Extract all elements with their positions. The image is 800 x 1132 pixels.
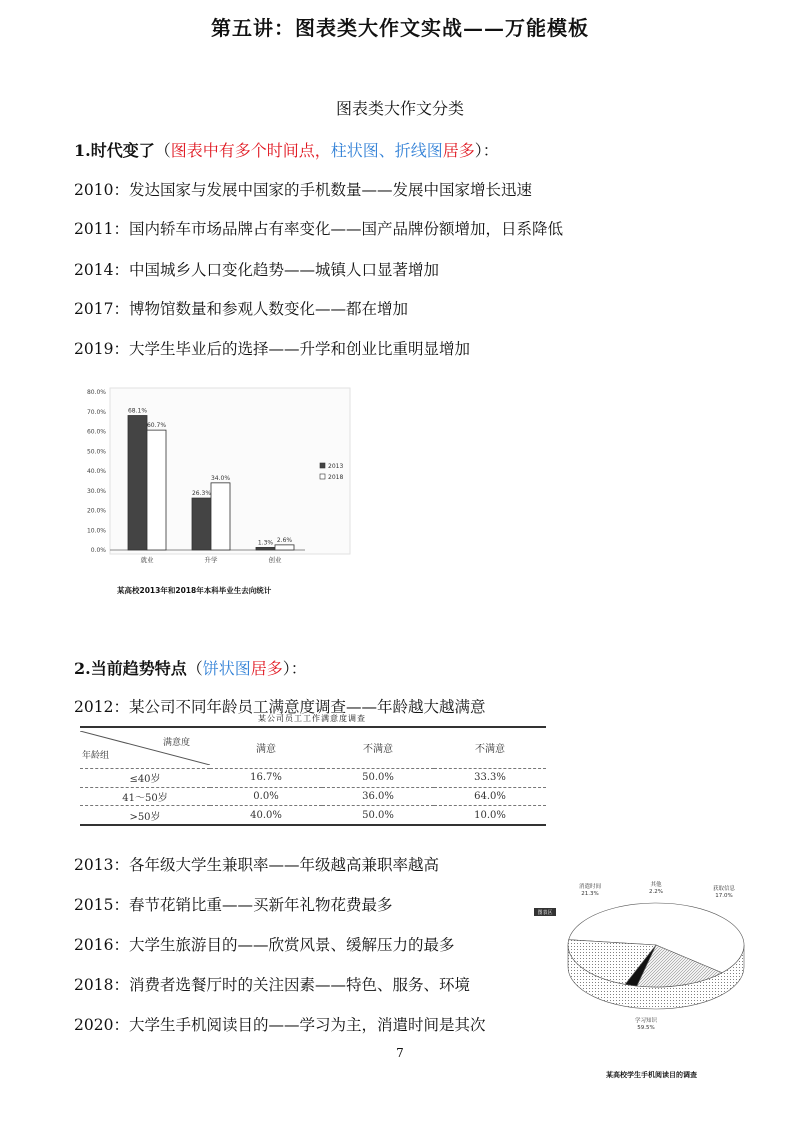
section2-note-blue: 饼状图 — [202, 659, 251, 678]
list-item: 2017：博物馆数量和参观人数变化——都在增加 — [74, 300, 408, 318]
table-row — [80, 806, 546, 825]
y-tick-label: 50.0% — [86, 448, 106, 456]
bar-2013 — [192, 498, 211, 550]
slice-value: 21.3% — [581, 891, 599, 897]
slice-label: 获取信息 — [712, 886, 736, 892]
y-tick-label: 20.0% — [86, 507, 106, 515]
table-cell-group: 41～50岁 — [80, 787, 210, 806]
bar-2013 — [128, 416, 147, 550]
chart-title: 某高校学生手机阅读目的调查 — [606, 1071, 697, 1079]
section1-note-red: 图表中有多个时间点， — [170, 141, 331, 160]
table-cell: 0.0% — [210, 787, 322, 806]
page-number: 7 — [396, 1046, 404, 1060]
list-item: 2015：春节花销比重——买新年礼物花费最多 — [74, 896, 393, 914]
table-cell: 36.0% — [322, 787, 434, 806]
data-label: 60.7% — [146, 422, 167, 430]
data-label: 34.0% — [210, 474, 231, 482]
section1-number: 1. — [74, 141, 91, 160]
table-cell-group: ≤40岁 — [80, 768, 210, 787]
section1-open-paren: （ — [154, 141, 171, 160]
table-row — [80, 768, 546, 787]
table-header-left: 年龄组 — [82, 750, 110, 761]
y-tick-label: 80.0% — [86, 389, 106, 396]
table-cell: 40.0% — [210, 806, 322, 825]
y-tick-label: 70.0% — [86, 408, 106, 416]
slice-label: 其他 — [650, 882, 662, 888]
section2-close-paren: ）： — [282, 659, 307, 678]
section1-title: 时代变了 — [90, 141, 155, 160]
section2-open-paren: （ — [186, 659, 203, 678]
list-item: 2020：大学生手机阅读目的——学习为主，消遣时间是其次 — [74, 1016, 486, 1034]
x-tick-label: 升学 — [204, 556, 218, 564]
section1-heading — [74, 138, 499, 161]
section2-note-red: 居多 — [250, 659, 283, 678]
list-item: 2012：某公司不同年龄员工满意度调查——年龄越大越满意 — [74, 698, 486, 716]
data-label: 68.1% — [127, 407, 148, 415]
y-tick-label: 0.0% — [90, 547, 106, 554]
data-label: 2.6% — [276, 536, 293, 544]
data-label: 26.3% — [191, 490, 212, 498]
table-column-header: 满意 — [210, 727, 322, 768]
section2-title: 当前趋势特点 — [90, 659, 187, 678]
bar-chart — [72, 380, 362, 610]
section1-note-red2: 居多 — [442, 141, 475, 160]
table-cell: 16.7% — [210, 768, 322, 787]
legend-label: 2013 — [328, 463, 344, 470]
bar-2018 — [211, 483, 230, 550]
slice-value: 2.2% — [649, 889, 663, 895]
section1-close-paren: ）： — [474, 141, 499, 160]
x-tick-label: 创业 — [268, 556, 282, 564]
chart-title: 某高校2013年和2018年本科毕业生去向统计 — [117, 586, 272, 595]
slice-label: 消遣时间 — [578, 884, 602, 890]
table-row — [80, 787, 546, 806]
table-column-header: 不满意 — [322, 727, 434, 768]
list-item: 2013：各年级大学生兼职率——年级越高兼职率越高 — [74, 856, 439, 874]
chart-area-tag-label: 图表区 — [537, 910, 553, 916]
legend-swatch — [320, 463, 325, 468]
list-item: 2016：大学生旅游目的——欣赏风景、缓解压力的最多 — [74, 936, 455, 954]
section2-number: 2. — [74, 659, 91, 678]
page-subtitle: 图表类大作文分类 — [335, 99, 464, 118]
legend-swatch — [320, 474, 325, 479]
section2-heading — [74, 656, 307, 679]
slice-value: 59.5% — [637, 1025, 655, 1031]
table-corner-cell — [80, 731, 210, 765]
page-title: 第五讲：图表类大作文实战——万能模板 — [211, 16, 589, 40]
table-cell: 50.0% — [322, 768, 434, 787]
section1-note-blue: 柱状图、折线图 — [330, 141, 443, 160]
y-tick-label: 60.0% — [86, 428, 106, 436]
table-cell: 10.0% — [434, 806, 546, 825]
y-tick-label: 10.0% — [86, 527, 106, 535]
legend-label: 2018 — [328, 474, 344, 481]
satisfaction-table — [80, 726, 546, 826]
data-label: 1.3% — [257, 539, 274, 547]
y-tick-label: 40.0% — [86, 468, 106, 475]
list-item: 2010：发达国家与发展中国家的手机数量——发展中国家增长迅速 — [74, 181, 532, 199]
table-header-top: 满意度 — [162, 737, 190, 748]
slice-value: 17.0% — [715, 893, 733, 899]
x-tick-label: 就业 — [140, 556, 154, 564]
table-title: 某公司员工工作满意度调查 — [258, 714, 366, 723]
bar-2013 — [256, 547, 275, 550]
y-tick-label: 30.0% — [86, 487, 106, 495]
bar-2018 — [275, 545, 294, 550]
list-item: 2018：消费者选餐厅时的关注因素——特色、服务、环境 — [74, 976, 470, 994]
list-item: 2019：大学生毕业后的选择——升学和创业比重明显增加 — [74, 340, 470, 358]
list-item: 2011：国内轿车市场品牌占有率变化——国产品牌份额增加，日系降低 — [74, 220, 563, 238]
table-cell-group: >50岁 — [80, 806, 210, 825]
bar-2018 — [147, 430, 166, 550]
table-cell: 50.0% — [322, 806, 434, 825]
slice-label: 学习知识 — [634, 1018, 658, 1024]
list-item: 2014：中国城乡人口变化趋势——城镇人口显著增加 — [74, 261, 439, 279]
table-header-row — [80, 727, 546, 768]
table-column-header: 不满意 — [434, 727, 546, 768]
table-cell: 33.3% — [434, 768, 546, 787]
table-cell: 64.0% — [434, 787, 546, 806]
